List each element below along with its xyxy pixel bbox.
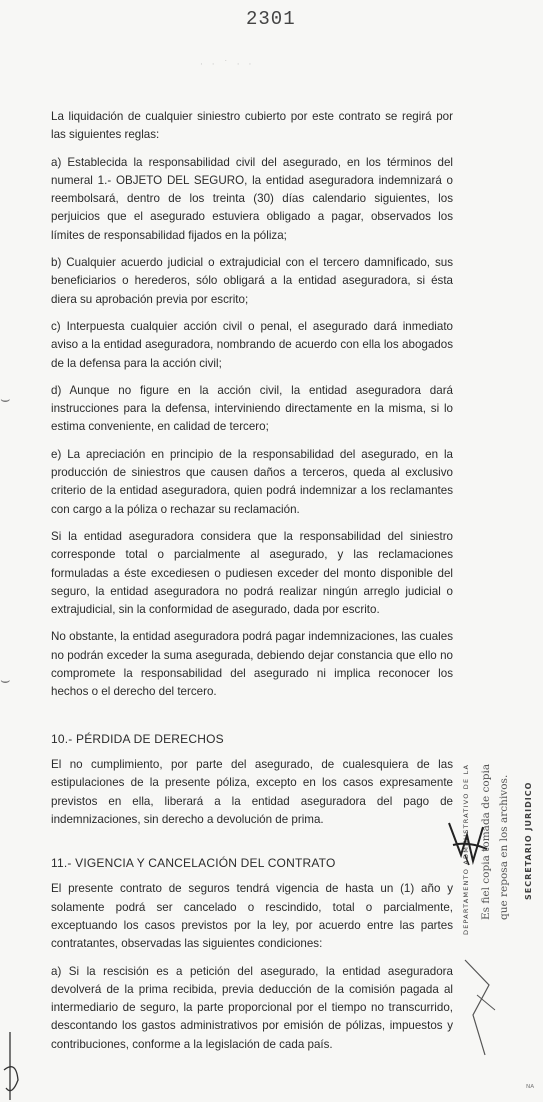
bottom-left-scribble: [2, 1030, 22, 1102]
section-10-heading: 10.- PÉRDIDA DE DERECHOS: [51, 731, 224, 746]
document-body: [51, 108, 453, 1063]
rule-item-e: e) La apreciación en principio de la responsabilidad del asegurado, en la producción de siniestros que causen daños a terceros, queda al exclusivo criterio de la entidad aseguradora, quien podrá indemnizar a los reclamantes con cargo a la póliza o rechazar su reclamación.: [51, 447, 453, 516]
corner-mark: ᴺᴬ: [526, 1084, 535, 1094]
stamp-line-copy: Es fiel copia tomada de copia: [480, 763, 492, 920]
margin-mark-top: ⌣: [0, 389, 11, 408]
paragraph-total-liability: Si la entidad aseguradora considera que la responsabilidad del siniestro corresponde total o parcialmente al asegurado, y las reclamaciones formuladas a éste excediesen o pudiesen exceder del monto disponible del seguro, la entidad aseguradora no podrá realizar ningún arreglo judicial o extrajudicial, sin la conformidad de asegurado, dada por escrito.: [51, 529, 453, 617]
rule-item-d: d) Aunque no figure en la acción civil, la entidad aseguradora dará instrucciones para la defensa, interviniendo directamente en la misma, si lo estima conveniente, en calidad de tercero;: [51, 383, 453, 434]
stamp-line-department: DEPARTAMENTO ADMINISTRATIVO DE LA: [462, 763, 470, 935]
intro-paragraph: La liquidación de cualquier siniestro cubierto por este contrato se regirá por las siguientes reglas:: [51, 110, 453, 142]
margin-mark-bottom: ⌣: [0, 670, 11, 689]
paragraph-no-obstante: No obstante, la entidad aseguradora podrá pagar indemnizaciones, las cuales no podrán exceder la suma asegurada, debiendo dejar constancia que ello no compromete la responsabilidad del asegurado ni implica reconocer los hechos o el derecho del tercero.: [51, 630, 453, 699]
section-11-heading: 11.- VIGENCIA Y CANCELACIÓN DEL CONTRATO: [51, 856, 336, 871]
margin-scribble: [455, 955, 505, 1065]
section-11-body: El presente contrato de seguros tendrá vigencia de hasta un (1) año y solamente podrá ser cancelado o rescindido, total o parcialmente, exceptuando los casos previstos por la ley, por acuerdo entre las partes contratantes, observadas las siguientes condiciones:: [51, 882, 453, 951]
stamp-line-archive: que reposa en los archivos.: [498, 774, 510, 920]
stamp-line-secretary: SECRETARIO JURIDICO: [524, 781, 533, 900]
signature-mark: [443, 815, 493, 870]
rule-item-a: a) Establecida la responsabilidad civil del asegurado, en los términos del numeral 1.- OBJETO DEL SEGURO, la entidad aseguradora indemnizará o reembolsará, dentro de los treinta (30) días calendario siguientes, los perjuicios que el asegurado estuviera obligado a pagar, observados los límites de responsabilidad fijados en la póliza;: [51, 155, 453, 242]
faint-stamp-mark: · · ˙ · ·: [200, 60, 255, 70]
rule-item-c: c) Interpuesta cualquier acción civil o penal, el asegurado dará inmediato aviso a la entidad aseguradora, nombrando de acuerdo con ella los abogados de la defensa para la acción civil;: [51, 319, 453, 370]
section-11-item-a: a) Si la rescisión es a petición del asegurado, la entidad aseguradora devolverá de la prima recibida, previa deducción de la comisión pagada al intermediario de seguro, la parte proporcional por el tiempo no transcurrido, descontando los gastos administrativos por emisión de pólizas, impuestos y contribuciones, conforme a la legislación de cada país.: [51, 964, 453, 1051]
page-number: 2301: [246, 8, 296, 30]
section-10-body: El no cumplimiento, por parte del asegurado, de cualesquiera de las estipulaciones de la presente póliza, excepto en los casos expresamente previstos en ella, liberará a la entidad aseguradora del pago de indemnizaciones, sin derecho a devolución de prima.: [51, 757, 453, 826]
rule-item-b: b) Cualquier acuerdo judicial o extrajudicial con el tercero damnificado, sus beneficiarios o herederos, sólo obligará a la entidad aseguradora, si ésta diera su aprobación previa por escrito;: [51, 256, 453, 306]
